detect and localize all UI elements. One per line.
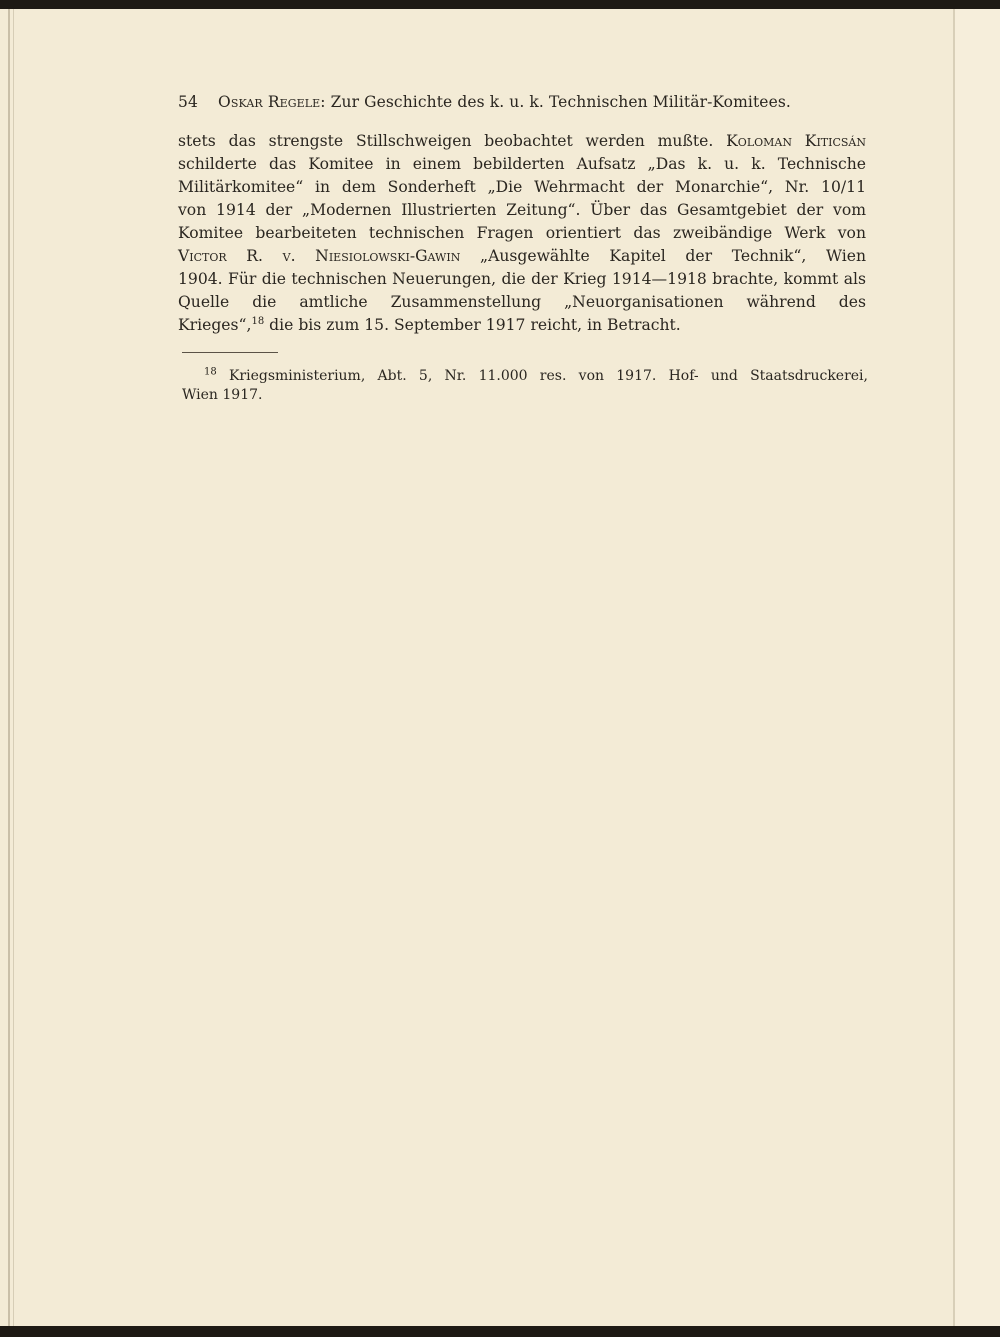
text-span: Militärkomitee“ in dem Sonderheft „Die Wehrmacht der Monarchie“, Nr. 10/11 <box>178 178 866 196</box>
text-span: 1904. Für die technischen Neuerungen, die der Krieg 1914—1918 brachte, kommt als <box>178 270 866 288</box>
footnote-text: Wien 1917. <box>182 387 263 403</box>
scan-bottom-border <box>0 1326 1000 1337</box>
footnote-reference[interactable]: 18 <box>251 315 265 327</box>
page-edge <box>13 9 14 1326</box>
text-span: „Ausgewählte Kapitel der Technik“, Wien <box>460 247 866 265</box>
text-line <box>178 176 866 199</box>
footnote-marker: 18 <box>204 366 217 378</box>
body-text <box>178 130 866 337</box>
person-name: Koloman Kiticsán <box>726 132 866 150</box>
text-span: Komitee bearbeiteten technischen Fragen orientiert das zweibändige Werk von <box>178 224 866 242</box>
footnote-line <box>182 386 868 405</box>
footnote-rule <box>182 352 278 353</box>
person-name: Victor R. v. Niesiolowski-Gawin <box>178 247 461 265</box>
scan-top-border <box>0 0 1000 9</box>
author-name: Oskar Regele <box>218 93 321 111</box>
footnote-text: Kriegsministerium, Abt. 5, Nr. 11.000 res. von 1917. Hof- und Staatsdruckerei, <box>216 368 868 384</box>
text-line <box>178 245 866 268</box>
footnote-line <box>182 367 868 386</box>
text-line <box>178 130 866 153</box>
text-line <box>178 222 866 245</box>
text-span: von 1914 der „Modernen Illustrierten Zeitung“. Über das Gesamtgebiet der vom <box>178 201 866 219</box>
text-line <box>178 199 866 222</box>
text-span: schilderte das Komitee in einem bebilderten Aufsatz „Das k. u. k. Technische <box>178 155 866 173</box>
next-page-margin <box>955 9 1000 1326</box>
text-line <box>178 153 866 176</box>
running-header <box>178 93 868 111</box>
page-number: 54 <box>178 93 198 111</box>
text-line <box>178 291 866 314</box>
text-span: die bis zum 15. September 1917 reicht, in Betracht. <box>264 316 681 334</box>
text-span: Krieges“, <box>178 316 252 334</box>
text-line <box>178 268 866 291</box>
footnote <box>182 367 868 405</box>
page-edge <box>8 9 10 1326</box>
text-span: Quelle die amtliche Zusammenstellung „Neuorganisationen während des <box>178 293 866 311</box>
text-span: stets das strengste Stillschweigen beobachtet werden mußte. <box>178 132 727 150</box>
running-title: : Zur Geschichte des k. u. k. Technischen Militär-Komitees. <box>320 93 791 111</box>
text-line <box>178 314 866 337</box>
